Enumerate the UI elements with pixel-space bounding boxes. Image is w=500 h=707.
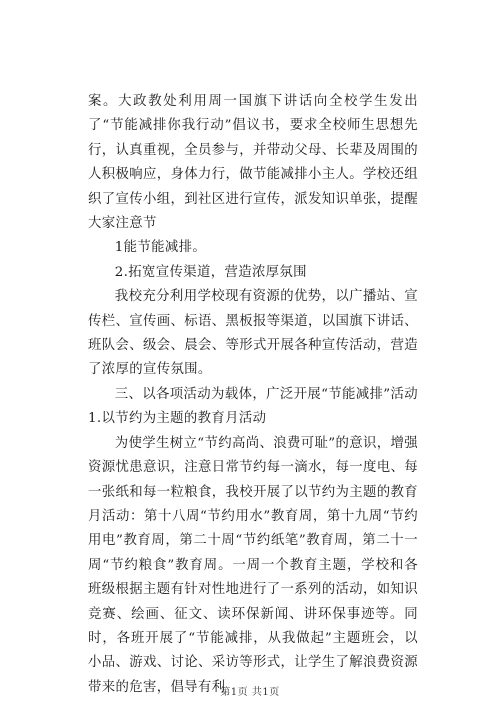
document-body (88, 90, 418, 700)
paragraph-publicity: 我校充分利用学校现有资源的优势，以广播站、宣传栏、宣传画、标语、黑板报等渠道，以国旗下讲话、班队会、级会、晨会、等形式开展各种宣传活动，营造了浓厚的宣传氛围。 (88, 289, 418, 378)
paragraph-heading-2: 2.拓宽宣传渠道，营造浓厚氛围 (114, 264, 307, 280)
paragraph-item-1: 1能节能减排。 (114, 240, 207, 256)
paragraph-education-month: 为使学生树立“节约高尚、浪费可耻”的意识，增强资源忧患意识，注意日常节约每一滴水，每一度电、每一张纸和每一粒粮食，我校开展了以节约为主题的教育月活动：第十八周“节约用水”教育周，第十九周“节约用电”教育周，第二十周“节约纸笔”教育周，第二十一周“节约粮食”教育周。一周一个教育主题，学校和各班级根据主题有针对性地进行了一系列的活动，如知识竞赛、绘画、征文、读环保新闻、讲环保事迹等。同时，各班开展了“节能减排，从我做起”主题班会，以小品、游戏、讨论、采访等形式，让学生了解浪费资源带来的危害，倡导有利 (88, 435, 418, 695)
paragraph-heading-3: 三、以各项活动为载体，广泛开展“节能减排”活动1.以节约为主题的教育月活动 (88, 386, 418, 427)
page-footer: 第1页 共1页 (220, 687, 280, 698)
paragraph-intro: 案。大政教处利用周一国旗下讲话向全校学生发出了“节能减排你我行动”倡议书，要求全校师生思想先行，认真重视，全员参与，并带动父母、长辈及周围的人积极响应，身体力行，做节能减排小主人。学校还组织了宣传小组，到社区进行宣传，派发知识单张，提醒大家注意节 (88, 94, 418, 232)
